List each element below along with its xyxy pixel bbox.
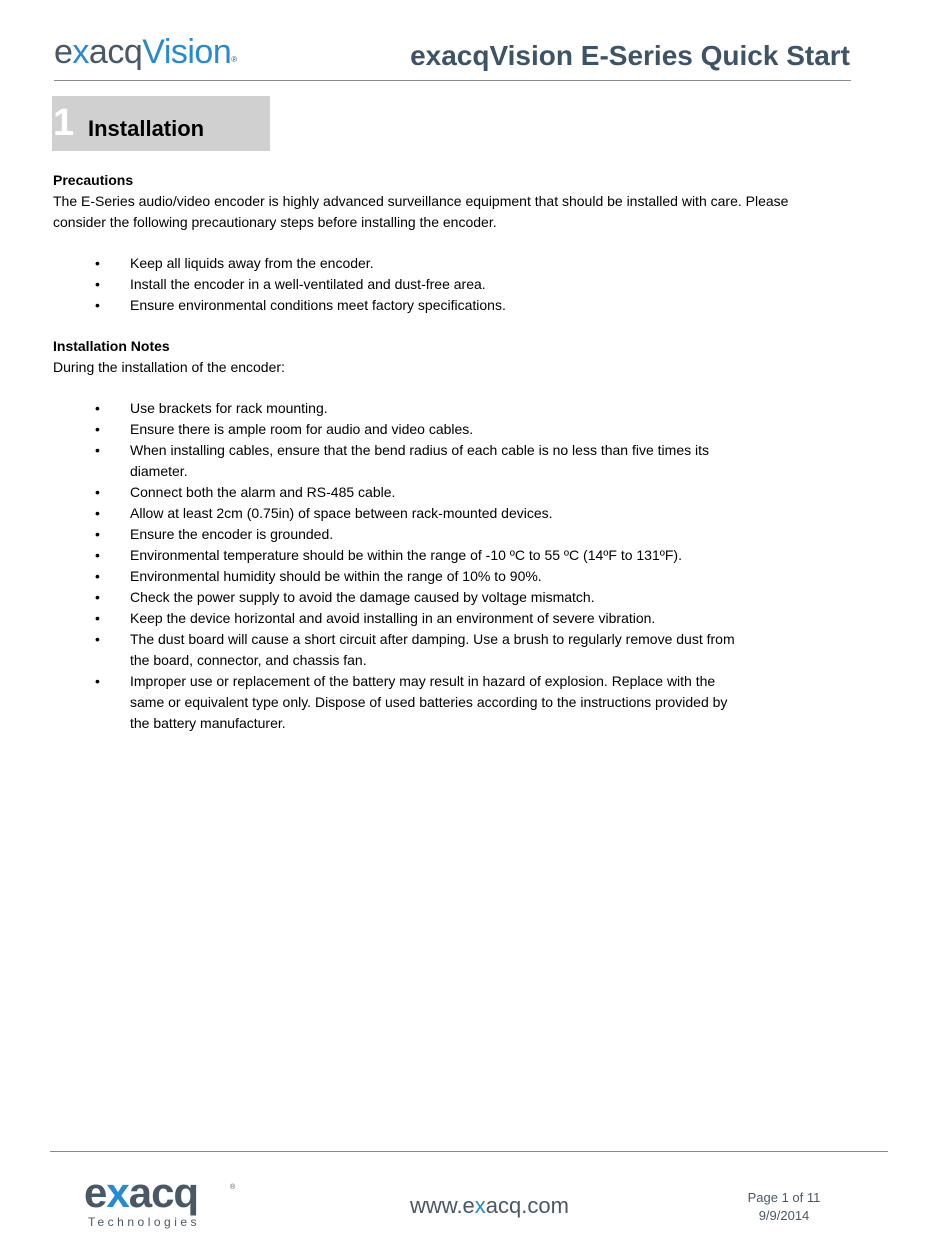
list-item: • Ensure the encoder is grounded. [53, 524, 750, 545]
list-item: • When installing cables, ensure that the bend radius of each cable is no less than five times its diameter. [53, 440, 750, 482]
list-item: • Keep all liquids away from the encoder. [53, 253, 850, 274]
logo-part: Vision [142, 33, 232, 71]
logo-part: x [72, 33, 89, 71]
list-item: • Keep the device horizontal and avoid installing in an environment of severe vibration. [53, 608, 750, 629]
url-part: www.e [410, 1193, 475, 1218]
document-title: exacqVision E-Series Quick Start [410, 40, 850, 71]
precautions-heading: Precautions [53, 172, 134, 188]
logo-part: acq [88, 33, 143, 71]
list-item: • Use brackets for rack mounting. [53, 398, 750, 419]
list-item: • Install the encoder in a well-ventilated and dust-free area. [53, 274, 850, 295]
url-part: acq.com [485, 1193, 569, 1218]
list-item: • Check the power supply to avoid the damage caused by voltage mismatch. [53, 587, 750, 608]
logo-part: x [106, 1169, 129, 1216]
document-date: 9/9/2014 [758, 1208, 810, 1223]
logo-part: acq [128, 1169, 199, 1216]
registered-mark: ® [231, 55, 237, 64]
list-item: • Improper use or replacement of the battery may result in hazard of explosion. Replace with the same or equivalent type only. Dispose of used batteries according to the instructions provided by the battery manufacturer. [53, 671, 750, 734]
header-divider [54, 80, 851, 81]
logo-part: e [54, 33, 73, 71]
page-info [735, 1189, 833, 1225]
main-content [53, 170, 843, 754]
list-item: • Environmental humidity should be within the range of 10% to 90%. [53, 566, 750, 587]
list-item: • Ensure environmental conditions meet factory specifications. [53, 295, 850, 316]
installation-notes-list [53, 398, 843, 734]
url-part: x [474, 1193, 486, 1218]
list-item: • Environmental temperature should be within the range of -10 ºC to 55 ºC (14ºF to 131ºF). [53, 545, 750, 566]
installation-notes-intro: During the installation of the encoder: [53, 359, 285, 375]
section-heading-box [52, 96, 270, 151]
section-title: Installation [88, 116, 205, 141]
footer-logo-word [84, 1170, 198, 1216]
precautions-list [53, 253, 843, 316]
page-number: Page 1 of 11 [747, 1190, 821, 1205]
logo-part: e [84, 1169, 107, 1216]
list-item: • Ensure there is ample room for audio and video cables. [53, 419, 750, 440]
footer-logo-tagline: Technologies [88, 1215, 201, 1229]
section-number: 1 [53, 102, 75, 144]
installation-notes-heading: Installation Notes [53, 338, 170, 354]
footer-divider [50, 1151, 888, 1152]
header-logo [54, 30, 237, 74]
registered-mark: ® [230, 1184, 236, 1191]
list-item: • Allow at least 2cm (0.75in) of space between rack-mounted devices. [53, 503, 750, 524]
website-link[interactable] [410, 1193, 569, 1219]
precautions-intro: The E-Series audio/video encoder is highly advanced surveillance equipment that should be installed with care. Please consider the following precautionary steps before installing the encoder. [53, 193, 789, 230]
footer-logo [84, 1169, 244, 1232]
list-item: • The dust board will cause a short circuit after damping. Use a brush to regularly remove dust from the board, connector, and chassis fan. [53, 629, 750, 671]
list-item: • Connect both the alarm and RS-485 cable. [53, 482, 750, 503]
